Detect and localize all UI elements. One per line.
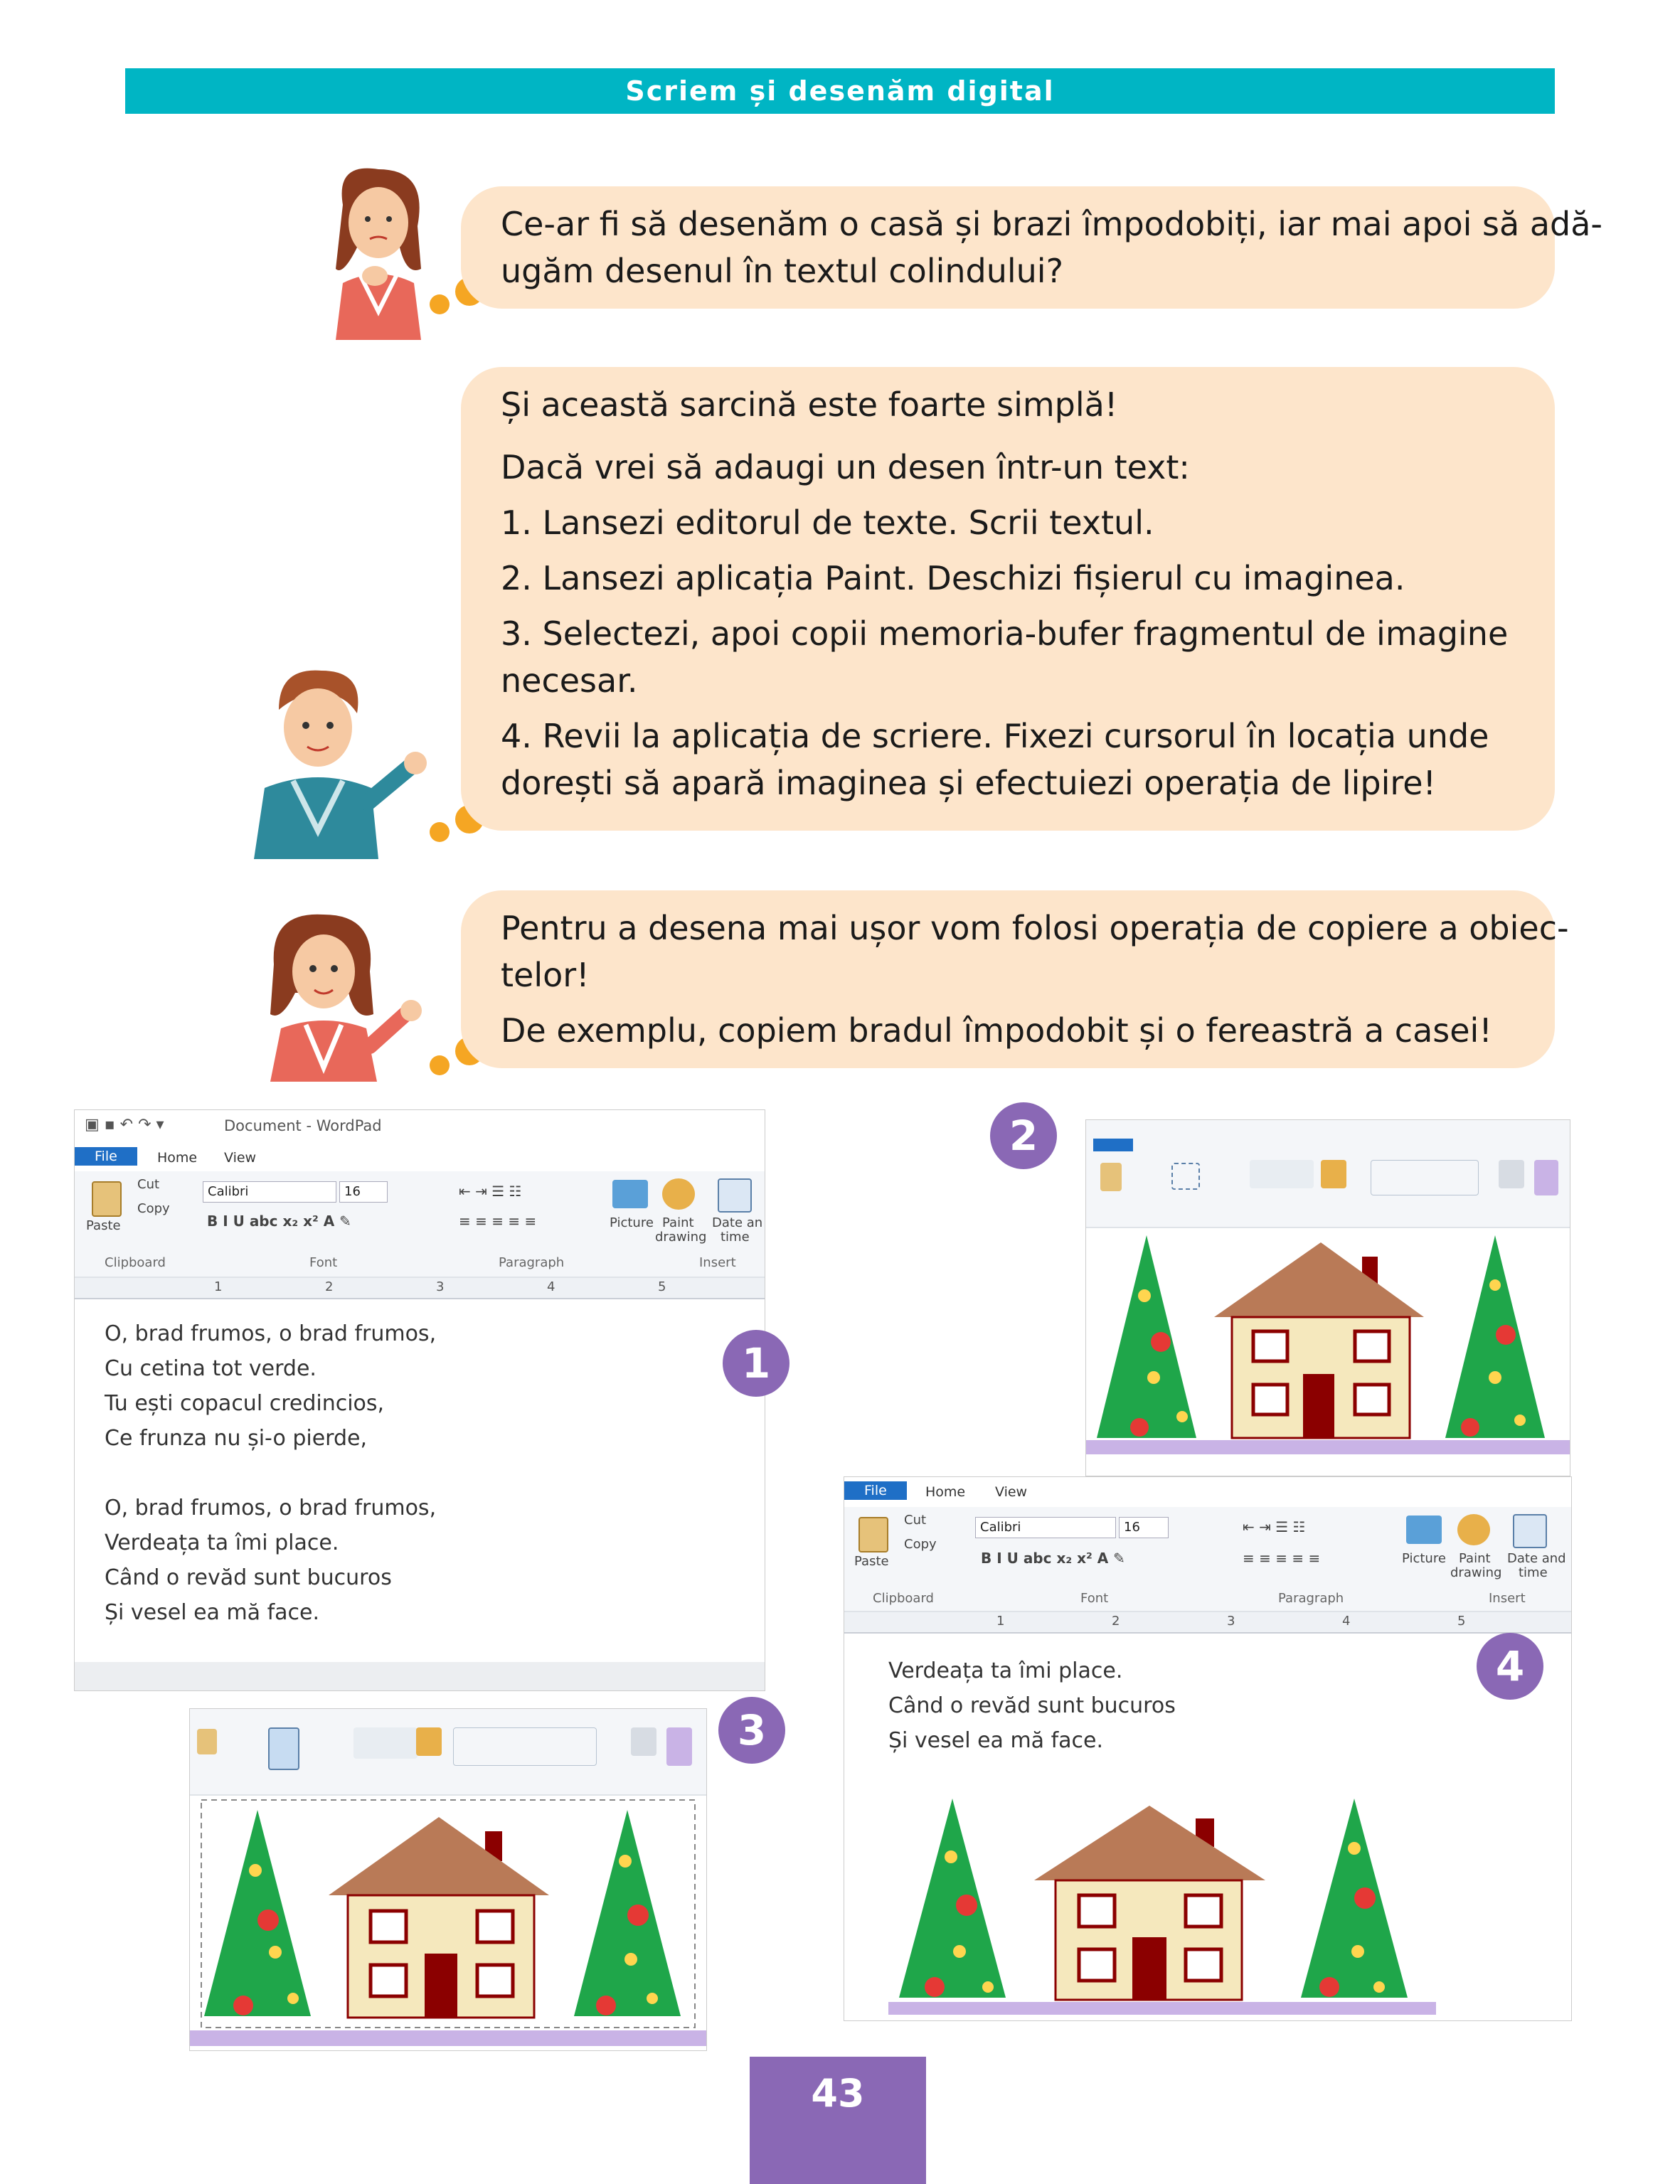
wordpad-screenshot-4 [844, 1476, 1572, 2021]
size-icon[interactable] [631, 1727, 656, 1756]
paint-ribbon [190, 1709, 706, 1796]
time-label: time [1519, 1565, 1548, 1580]
wordpad-screenshot-1 [74, 1109, 765, 1691]
date-label: Date an [712, 1215, 763, 1230]
document-text[interactable] [888, 1653, 1176, 1758]
paint-screenshot-3 [189, 1708, 707, 2051]
paint-ribbon [1086, 1120, 1570, 1228]
font-name-select[interactable]: Calibri [203, 1181, 336, 1203]
paste-label: Paste [854, 1554, 889, 1569]
picture-icon[interactable] [1406, 1516, 1442, 1544]
paint-label: Paint [1459, 1551, 1491, 1566]
girl-pointing-illustration [263, 907, 427, 1082]
ribbon [844, 1507, 1571, 1612]
text-line: Și vesel ea mă face. [105, 1600, 320, 1625]
tools-icons[interactable] [1250, 1160, 1314, 1188]
select-icon[interactable] [268, 1727, 299, 1770]
bubble-text: De exemplu, copiem bradul împodobit și o fereastră a casei! [501, 1011, 1492, 1050]
paint-label-2: drawing [1450, 1565, 1502, 1580]
bubble-text: Și această sarcină este foarte simplă! [501, 385, 1118, 424]
format-buttons[interactable]: B I U abc x₂ x² A ✎ [207, 1213, 351, 1230]
ruler[interactable]: 1 2 3 4 5 [75, 1278, 765, 1299]
text-line: Când o revăd sunt bucuros [888, 1693, 1176, 1718]
brushes-icon[interactable] [1321, 1160, 1346, 1188]
picture-label: Picture [610, 1215, 654, 1230]
time-label: time [721, 1230, 750, 1245]
step-badge-4: 4 [1477, 1633, 1543, 1700]
paste-label: Paste [86, 1218, 121, 1233]
group-paragraph: Paragraph [1278, 1591, 1344, 1606]
copy-label[interactable]: Copy [137, 1201, 170, 1216]
align-buttons[interactable]: ≡ ≡ ≡ ≡ ≡ [459, 1213, 537, 1230]
cut-label[interactable]: Cut [904, 1513, 927, 1528]
list-buttons[interactable]: ⇤ ⇥ ☰ ☷ [1243, 1518, 1306, 1535]
window-title: Document - WordPad [224, 1117, 382, 1134]
picture-icon[interactable] [612, 1180, 648, 1208]
text-line: Și vesel ea mă face. [888, 1728, 1104, 1753]
font-size-select[interactable]: 16 [339, 1181, 388, 1203]
paste-icon[interactable] [197, 1729, 217, 1754]
step-2: 2. Lansezi aplicația Paint. Deschizi fișierul cu imaginea. [501, 559, 1405, 597]
step-4: 4. Revii la aplicația de scriere. Fixezi cursorul în locația unde [501, 717, 1489, 755]
text-line: O, brad frumos, o brad frumos, [105, 1496, 437, 1520]
tab-file[interactable]: File [75, 1147, 137, 1166]
bubble-text: ugăm desenul în textul colindului? [501, 252, 1063, 290]
step-4-cont: dorești să apară imaginea și efectuiezi operația de lipire! [501, 764, 1436, 802]
house-and-trees-drawing [190, 1796, 706, 2050]
chapter-header: Scriem și desenăm digital [125, 68, 1555, 114]
speech-bubble-question [461, 186, 1602, 309]
paint-screenshot-2 [1085, 1119, 1570, 1476]
tab-home[interactable]: Home [925, 1484, 966, 1500]
pasted-drawing[interactable] [888, 1791, 1436, 2018]
text-line: Cu cetina tot verde. [105, 1356, 317, 1381]
bubble-dot [430, 822, 450, 842]
group-font: Font [1080, 1591, 1109, 1606]
tab-home[interactable]: Home [157, 1150, 198, 1166]
house-and-trees-drawing [1086, 1228, 1570, 1476]
step-badge-2: 2 [990, 1102, 1057, 1169]
tab-view[interactable]: View [224, 1150, 257, 1166]
bubble-dot [430, 1055, 450, 1075]
format-buttons[interactable]: B I U abc x₂ x² A ✎ [981, 1550, 1125, 1567]
picture-label: Picture [1402, 1551, 1446, 1566]
calendar-icon[interactable] [1513, 1514, 1547, 1548]
group-paragraph: Paragraph [499, 1255, 565, 1270]
size-icon[interactable] [1499, 1160, 1524, 1188]
status-bar [75, 1662, 765, 1690]
girl-thinking-illustration [321, 162, 435, 340]
text-line: Verdeața ta îmi place. [105, 1530, 339, 1555]
ribbon [75, 1171, 765, 1278]
text-line: Tu ești copacul credincios, [105, 1391, 385, 1416]
step-badge-1: 1 [723, 1330, 790, 1397]
paste-icon[interactable] [92, 1181, 122, 1217]
tab-view[interactable]: View [995, 1484, 1028, 1500]
step-3-cont: necesar. [501, 661, 638, 700]
text-line: Verdeața ta îmi place. [888, 1658, 1123, 1683]
group-clipboard: Clipboard [105, 1255, 166, 1270]
brushes-icon[interactable] [416, 1727, 442, 1756]
text-line [105, 1456, 436, 1491]
group-clipboard: Clipboard [873, 1591, 934, 1606]
cut-label[interactable]: Cut [137, 1177, 160, 1192]
bubble-text: Ce-ar fi să desenăm o casă și brazi împodobiți, iar mai apoi să adă- [501, 205, 1602, 243]
tab-file[interactable]: File [844, 1481, 907, 1500]
speech-bubble-copy [461, 890, 1569, 1068]
shapes-gallery[interactable] [1371, 1160, 1479, 1195]
page-number: 43 [750, 2057, 926, 2184]
bubble-text: Pentru a desena mai ușor vom folosi operația de copiere a obiec- [501, 909, 1569, 947]
text-line: Ce frunza nu și-o pierde, [105, 1426, 368, 1451]
tab-file[interactable] [1093, 1139, 1133, 1151]
tools-icons[interactable] [353, 1727, 418, 1759]
copy-label[interactable]: Copy [904, 1537, 937, 1552]
speech-bubble-steps [461, 367, 1555, 831]
group-insert: Insert [699, 1255, 736, 1270]
bubble-text: Dacă vrei să adaugi un desen într-un text: [501, 448, 1190, 486]
step-1: 1. Lansezi editorul de texte. Scrii textul. [501, 504, 1154, 542]
step-3: 3. Selectezi, apoi copii memoria-bufer fragmentul de imagine [501, 614, 1509, 653]
group-insert: Insert [1489, 1591, 1526, 1606]
font-name-select[interactable]: Calibri [975, 1517, 1116, 1538]
paint-drawing-icon[interactable] [662, 1178, 695, 1210]
bubble-text: telor! [501, 956, 590, 994]
paint-drawing-icon[interactable] [1457, 1514, 1490, 1545]
font-size-select[interactable]: 16 [1119, 1517, 1169, 1538]
bubble-dot [430, 294, 450, 314]
step-badge-3: 3 [718, 1697, 785, 1764]
calendar-icon[interactable] [718, 1178, 752, 1213]
list-buttons[interactable]: ⇤ ⇥ ☰ ☷ [459, 1183, 522, 1200]
align-buttons[interactable]: ≡ ≡ ≡ ≡ ≡ [1243, 1550, 1321, 1567]
color-icon[interactable] [1534, 1160, 1558, 1195]
shapes-gallery[interactable] [453, 1727, 597, 1766]
quick-access-icons: ▣ ▪ ↶ ↷ ▾ [85, 1116, 164, 1134]
paste-icon[interactable] [1100, 1163, 1122, 1191]
boy-pointing-illustration [250, 660, 428, 859]
text-line: Când o revăd sunt bucuros [105, 1565, 392, 1590]
text-line: O, brad frumos, o brad frumos, [105, 1321, 437, 1346]
date-label: Date and [1507, 1551, 1566, 1566]
paste-icon[interactable] [858, 1517, 888, 1552]
paint-label-2: drawing [655, 1230, 707, 1245]
paint-label: Paint [662, 1215, 694, 1230]
ruler[interactable]: 1 2 3 4 5 [844, 1612, 1571, 1634]
select-icon[interactable] [1171, 1163, 1200, 1190]
document-text[interactable] [105, 1316, 436, 1630]
group-font: Font [309, 1255, 338, 1270]
color-icon[interactable] [666, 1727, 692, 1766]
